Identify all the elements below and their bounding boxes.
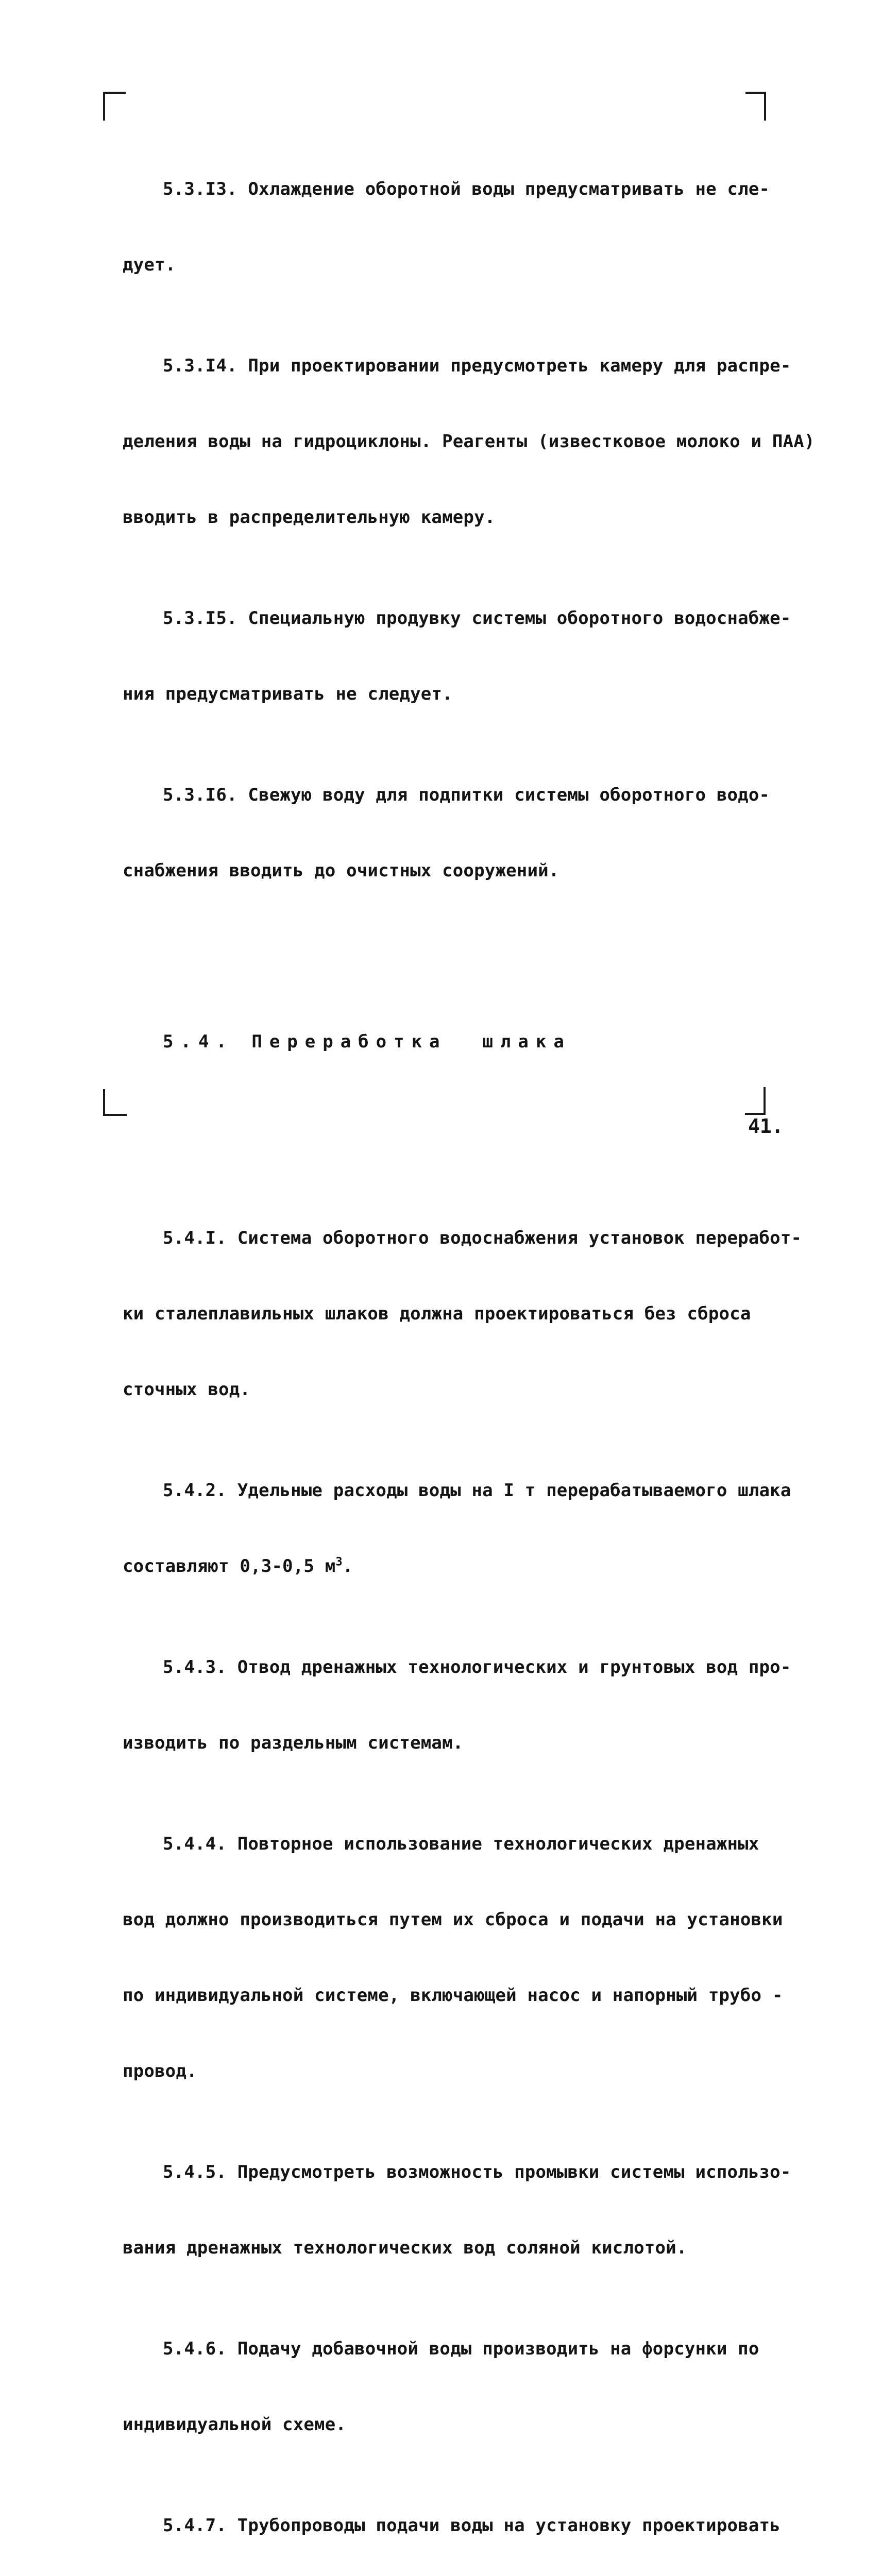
paragraph-5-3-13-line: 5.3.I3. Охлаждение оборотной воды предусматривать не сле- (163, 179, 770, 199)
paragraph-5-4-4-line: 5.4.4. Повторное использование технологических дренажных (163, 1834, 759, 1854)
paragraph-5-3-14-line: 5.3.I4. При проектировании предусмотреть камеру для распре- (163, 355, 791, 376)
paragraph-5-3-15-line: 5.3.I5. Специальную продувку системы оборотного водоснабже- (163, 608, 791, 629)
paragraph-5-4-2-end: . (342, 1556, 353, 1577)
spacer (123, 959, 792, 979)
paragraph-5-3-14-line: деления воды на гидроциклоны. Реагенты (известковое молоко и ПАА) (123, 431, 815, 452)
paragraph-5-3-16-line: снабжения вводить до очистных сооружений. (123, 860, 559, 881)
paragraph-5-3-14-line: вводить в распределительную камеру. (123, 507, 496, 528)
paragraph-5-4-2-line (123, 1554, 792, 1579)
paragraph-5-4-2-line: 5.4.2. Удельные расходы воды на I т перерабатываемого шлака (163, 1480, 791, 1501)
paragraph-5-3-13-line: дует. (123, 255, 176, 275)
section-heading-5-4: 5.4. Переработка шлака (163, 1031, 571, 1052)
paragraph-5-3-15-line: ния предусматривать не следует. (123, 684, 453, 704)
paragraph-5-4-4-line: вод должно производиться путем их сброса и подачи на установки (123, 1909, 783, 1930)
document-body (123, 101, 815, 2576)
paragraph-5-4-6-line: индивидуальной схеме. (123, 2414, 347, 2435)
paragraph-5-4-1-line: 5.4.I. Система оборотного водоснабжения установок переработ- (163, 1228, 802, 1248)
paragraph-5-3-16-line: 5.3.I6. Свежую воду для подпитки системы оборотного водо- (163, 785, 770, 805)
paragraph-5-4-3-line: изводить по раздельным системам. (123, 1733, 464, 1753)
paragraph-5-4-2-text: составляют 0,3-0,5 м (123, 1556, 336, 1577)
spacer (123, 1105, 792, 1125)
paragraph-5-4-3-line: 5.4.3. Отвод дренажных технологических и грунтовых вод про- (163, 1657, 791, 1677)
paragraph-5-4-1-line: ки сталеплавильных шлаков должна проектироваться без сброса (123, 1303, 751, 1324)
paragraph-5-4-6-line: 5.4.6. Подачу добавочной воды производить на форсунки по (163, 2338, 759, 2359)
superscript: 3 (335, 1555, 343, 1569)
paragraph-5-4-7-line: 5.4.7. Трубопроводы подачи воды на установку проектировать (163, 2515, 781, 2536)
paragraph-5-4-4-line: по индивидуальной системе, включающей насос и напорный трубо - (123, 1985, 783, 2006)
page-number: 41. (748, 1115, 784, 1138)
paragraph-5-4-5-line: 5.4.5. Предусмотреть возможность промывки системы использо- (163, 2162, 791, 2182)
paragraph-5-4-1-line: сточных вод. (123, 1379, 251, 1400)
paragraph-5-4-5-line: вания дренажных технологических вод соляной кислотой. (123, 2238, 687, 2258)
paragraph-5-4-4-line: провод. (123, 2061, 197, 2081)
